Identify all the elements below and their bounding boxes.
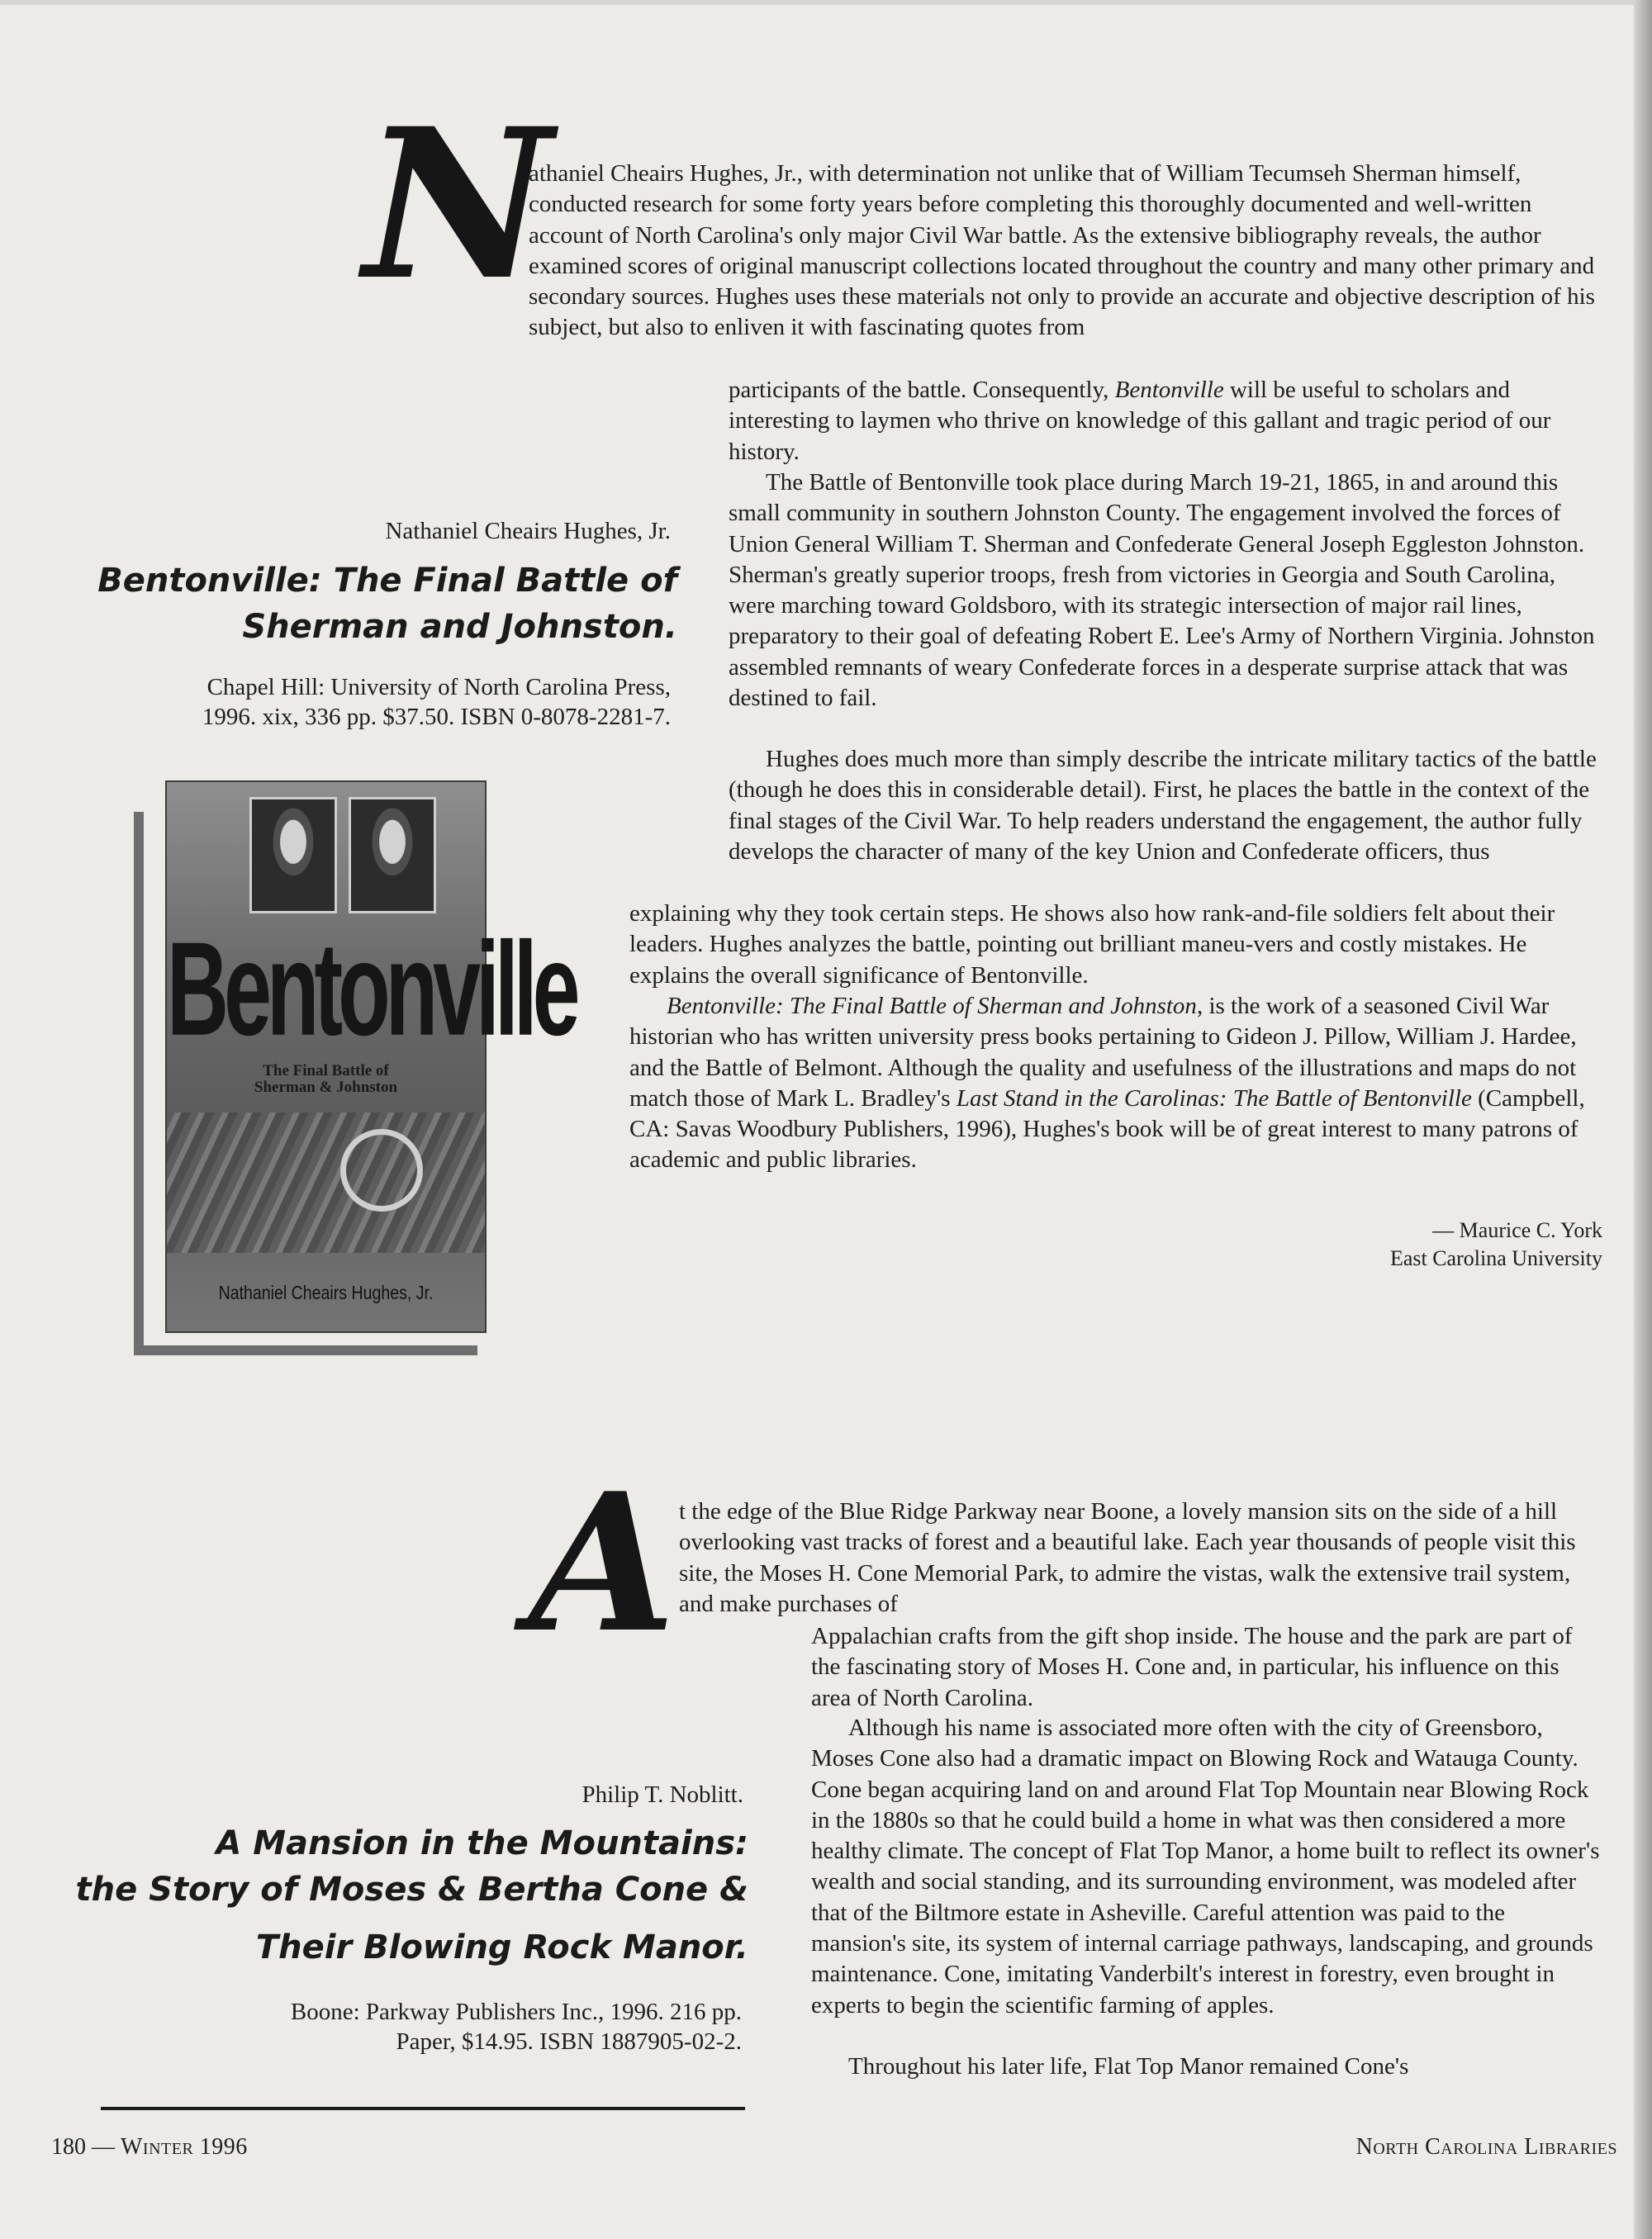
cover-frame-bottom: [134, 1345, 477, 1355]
review1-paragraph-1-tail: [729, 375, 1604, 467]
book2-publisher-line-2: Paper, $14.95. ISBN 1887905-02-2.: [396, 2028, 742, 2055]
review1-paragraph-3: Hughes does much more than simply describe the intricate military tactics of the battle (though he does this in considerable detail). First, he places the battle in the context of the final stages of the Civil War. To help readers understand the engagement, the author fully develops the character of many of the key Union and Confederate officers, thus: [729, 746, 1597, 865]
review2-paragraph-1-tail: Appalachian crafts from the gift shop inside. The house and the park are part of the fascinating story of Moses H. Cone and, in particular, his influence on this area of North Carolina.: [811, 1623, 1573, 1711]
book2-publisher-line-1: Boone: Parkway Publishers Inc., 1996. 216 pp.: [290, 1999, 742, 2025]
review2-paragraph-3: Throughout his later life, Flat Top Manor remained Cone's: [848, 2053, 1409, 2080]
book1-author: Nathaniel Cheairs Hughes, Jr.: [385, 518, 671, 544]
cover-portrait-sherman: [249, 797, 337, 913]
review1-paragraph-1: athaniel Cheairs Hughes, Jr., with determination not unlike that of William Tecumseh Sherman himself, conducted research for some forty years before completing this thoroughly documented and well-written account of North Carolina's only major Civil War battle. As the extensive bibliography reveals, the author examined scores of original manuscript collections located throughout the country and many other primary and secondary sources. Hughes uses these materials not only to provide an accurate and objective description of his subject, but also to enliven it with fascinating quotes from: [529, 160, 1595, 341]
review1-cited-title: Last Stand in the Carolinas: The Battle of Bentonville: [956, 1084, 1472, 1112]
book1-title-line-2: Sherman and Johnston.: [242, 608, 677, 646]
review2-paragraph-1: t the edge of the Blue Ridge Parkway near Boone, a lovely mansion sits on the side of a hill overlooking vast tracks of forest and a beautiful lake. Each year thousands of people visit this site, the Moses H. Cone Memorial Park, to admire the vistas, walk the extensive trail system, and make purchases of: [679, 1498, 1576, 1617]
issue-label: Winter 1996: [121, 2134, 248, 2160]
cover-author: Nathaniel Cheairs Hughes, Jr.: [218, 1282, 434, 1303]
cover-portrait-johnston: [349, 797, 436, 913]
drop-cap-a: A: [529, 1452, 676, 1675]
book-cover-image: [165, 780, 576, 1333]
cover-frame-left: [134, 812, 144, 1355]
footer-dash: —: [92, 2134, 115, 2160]
cover-subtitle: [167, 1063, 485, 1096]
cover-subtitle-line-2: Sherman & Johnston: [254, 1079, 398, 1096]
review1-paragraph-3-wide: explaining why they took certain steps. He shows also how rank-and-file soldiers felt about their leaders. Hughes analyzes the battle, pointing out brilliant maneu-vers and costly mistakes. He explains the overall significance of Bentonville.: [629, 900, 1555, 989]
book2-title-line-1: A Mansion in the Mountains:: [216, 1824, 748, 1862]
cover-subtitle-line-1: The Final Battle of: [263, 1062, 389, 1079]
journal-name: North Carolina Libraries: [1355, 2134, 1617, 2160]
review1-text: , is the work of a seasoned Civil War historian who has written university press books pertaining to Gideon J. Pillow, William J. Hardee, and the Battle of Belmont. Although the quality and usefulness of the illustrations and maps do not match those of Mark L. Bradley's: [629, 993, 1577, 1112]
drop-cap-n: N: [363, 83, 553, 325]
review1-paragraph-2: The Battle of Bentonville took place during March 19-21, 1865, in and around this small community in southern Johnston County. The engagement involved the forces of Union General William T. Sherman and Confederate General Joseph Eggleston Johnston. Sherman's greatly superior troops, fresh from victories in Georgia and South Carolina, were marching toward Goldsboro, with its strategic intersection of major rail lines, preparatory to their goal of defeating Robert E. Lee's Army of Northern Virginia. Johnston assembled remnants of weary Confederate forces in a desperate surprise attack that was destined to fail.: [729, 469, 1595, 712]
review2-paragraph-2: Although his name is associated more often with the city of Greensboro, Moses Cone also had a dramatic impact on Blowing Rock and Watauga County. Cone began acquiring land on and around Flat Top Mountain near Blowing Rock in the 1880s so that he could build a home in what was then considered a more healthy climate. The concept of Flat Top Manor, a home built to reflect its owner's wealth and social standing, and its surrounding environment, was modeled after that of the Biltmore estate in Asheville. Careful attention was paid to the mansion's site, its system of internal carriage pathways, landscaping, and grounds maintenance. Cone, imitating Vanderbilt's interest in forestry, even brought in experts to begin the scientific farming of apples.: [811, 1715, 1600, 2018]
cover-battle-scene: [167, 1112, 485, 1253]
book1-publisher-line-1: Chapel Hill: University of North Carolina Press,: [206, 674, 671, 700]
book2-title-line-2: the Story of Moses & Bertha Cone &: [75, 1871, 748, 1909]
reviewer-name: — Maurice C. York: [1432, 1218, 1602, 1242]
cover-cannon-wheel: [340, 1129, 423, 1212]
cover-title: Bentonville: [167, 915, 576, 1065]
book2-author: Philip T. Noblitt.: [582, 1781, 743, 1808]
review1-paragraph-4: [629, 991, 1604, 1176]
footer-rule: [101, 2107, 745, 2110]
page-number: 180: [51, 2134, 86, 2160]
review1-text: will be useful to scholars and interesting to laymen who thrive on knowledge of this gallant and tragic period of our history.: [729, 377, 1551, 465]
book1-publisher-line-2: 1996. xix, 336 pp. $37.50. ISBN 0-8078-2281-7.: [202, 704, 671, 730]
book2-title-line-3: Their Blowing Rock Manor.: [255, 1928, 748, 1966]
page-top-edge: [0, 0, 1652, 5]
page-gutter-shadow: [1634, 0, 1652, 2239]
review1-book-title: Bentonville: The Final Battle of Sherman and Johnston: [667, 993, 1197, 1019]
review1-text: participants of the battle. Consequently,: [729, 377, 1115, 403]
book1-title-line-1: Bentonville: The Final Battle of: [97, 562, 677, 600]
review1-title-emphasis: Bentonville: [1114, 377, 1224, 403]
footer-left: [51, 2134, 248, 2161]
review1-text: (Campbell, CA: Savas Woodbury Publishers, 1996), Hughes's book will be of great interest to many patrons of academic and public libraries.: [629, 1084, 1585, 1174]
reviewer-affiliation: East Carolina University: [1389, 1246, 1602, 1270]
